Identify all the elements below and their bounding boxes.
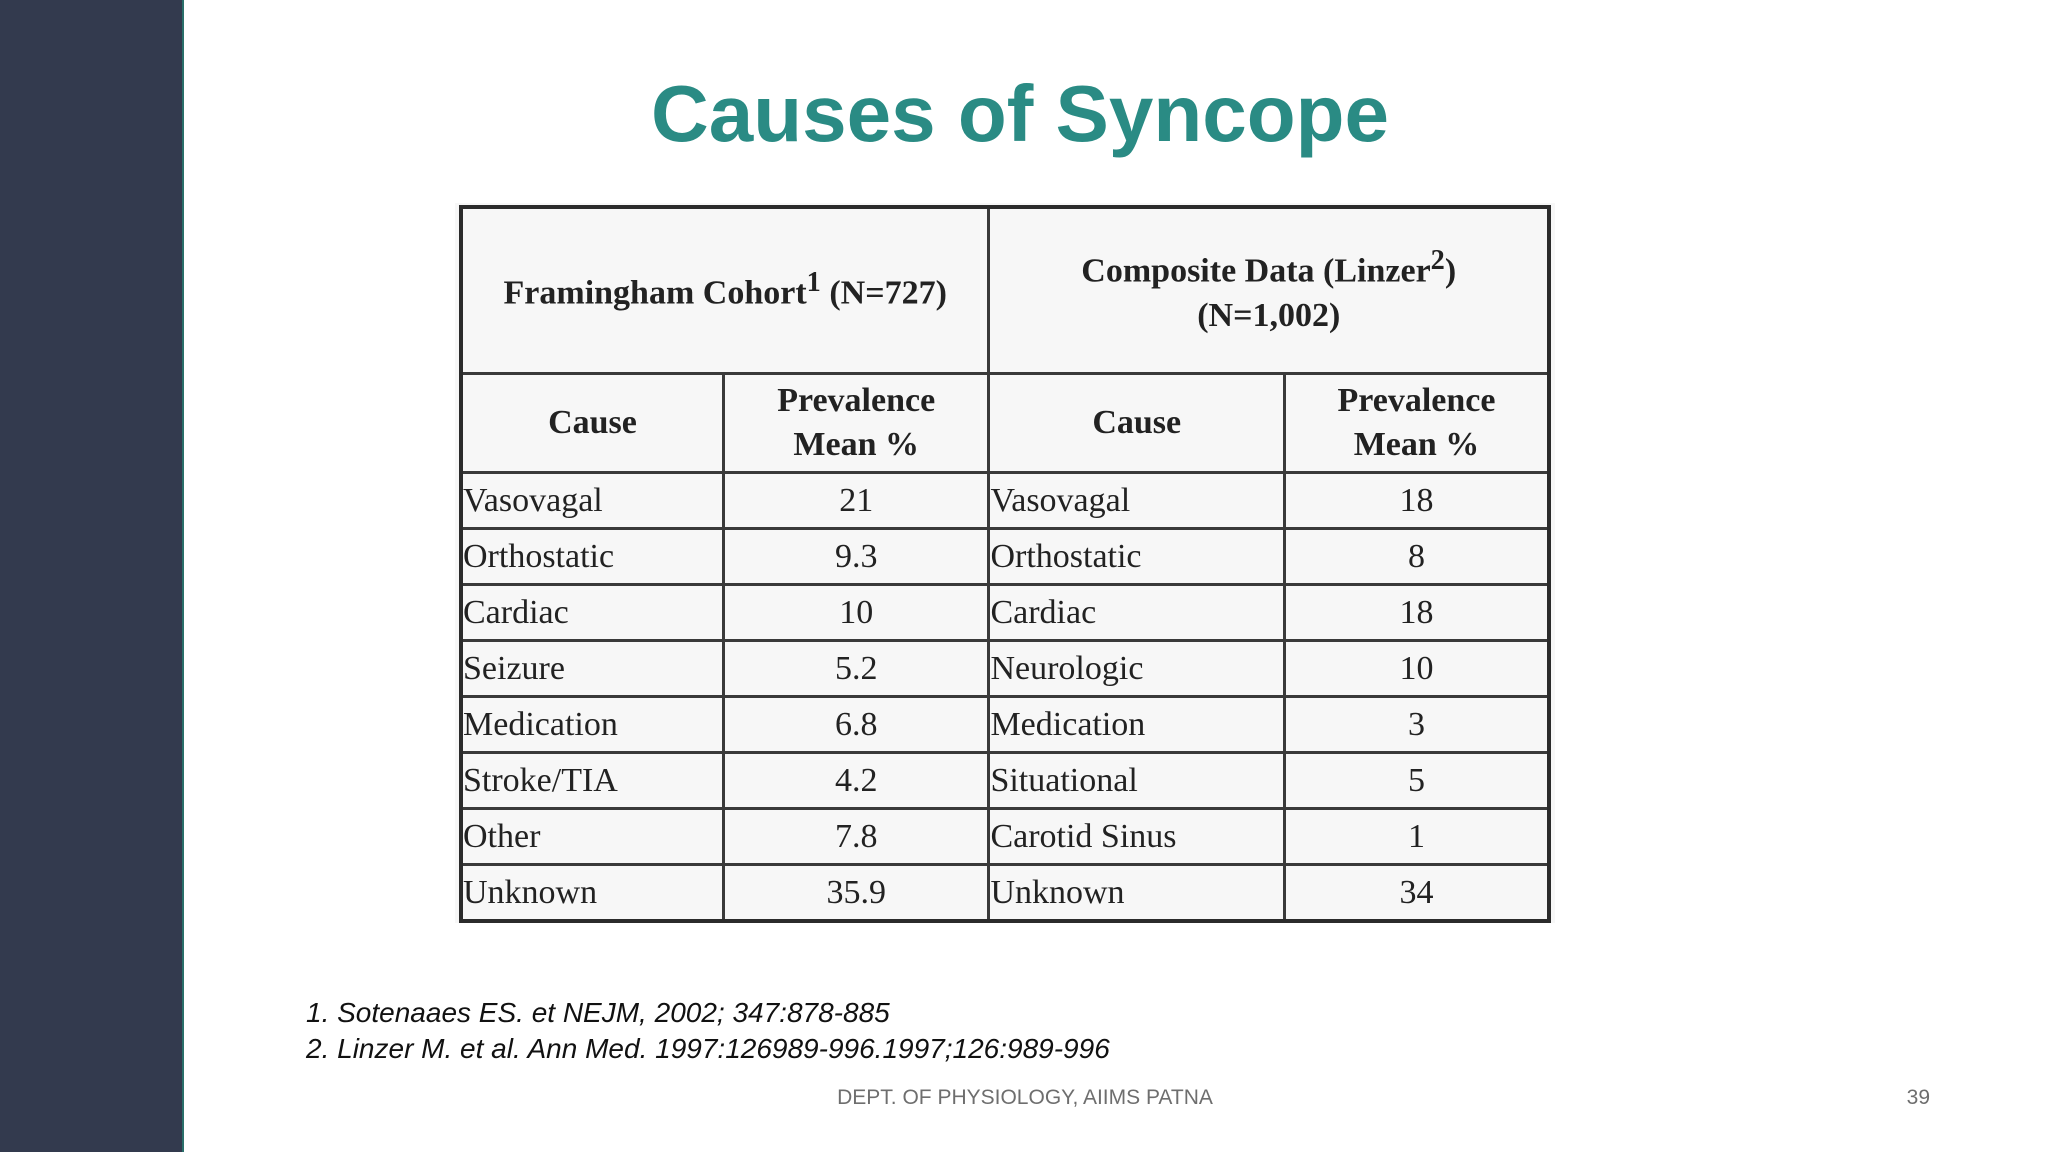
- framingham-prevalence-cell: 21: [723, 473, 988, 529]
- composite-cause-cell: Situational: [989, 753, 1285, 809]
- prevalence-column-header: Prevalence Mean %: [1284, 374, 1549, 473]
- table-row: [461, 585, 1549, 641]
- table-row: [461, 641, 1549, 697]
- composite-cause-cell: Medication: [989, 697, 1285, 753]
- composite-cause-cell: Vasovagal: [989, 473, 1285, 529]
- syncope-causes-table: [459, 205, 1551, 923]
- composite-cause-cell: Unknown: [989, 865, 1285, 922]
- framingham-cohort-header: Framingham Cohort$^1$ (N=727): [461, 207, 989, 374]
- table-row: [461, 473, 1549, 529]
- table-row: [461, 529, 1549, 585]
- framingham-cause-cell: Orthostatic: [461, 529, 723, 585]
- framingham-cause-cell: Seizure: [461, 641, 723, 697]
- framingham-cause-cell: Cardiac: [461, 585, 723, 641]
- framingham-prevalence-cell: 10: [723, 585, 988, 641]
- sidebar-panel: [0, 0, 184, 1152]
- framingham-cause-cell: Medication: [461, 697, 723, 753]
- reference-item: 2. Linzer M. et al. Ann Med. 1997:126989-996.1997;126:989-996: [306, 1033, 1110, 1064]
- slide-title: Causes of Syncope: [650, 69, 1389, 158]
- framingham-prevalence-cell: 35.9: [723, 865, 988, 922]
- composite-prevalence-cell: 5: [1284, 753, 1549, 809]
- composite-prevalence-cell: 10: [1284, 641, 1549, 697]
- composite-prevalence-cell: 18: [1284, 473, 1549, 529]
- cause-column-header: Cause: [989, 374, 1285, 473]
- table-row: [461, 809, 1549, 865]
- composite-prevalence-cell: 18: [1284, 585, 1549, 641]
- table-image: [455, 203, 1555, 923]
- framingham-cause-cell: Vasovagal: [461, 473, 723, 529]
- composite-prevalence-cell: 3: [1284, 697, 1549, 753]
- references: [306, 995, 1110, 1067]
- table-row: [461, 865, 1549, 922]
- framingham-cause-cell: Other: [461, 809, 723, 865]
- composite-cause-cell: Carotid Sinus: [989, 809, 1285, 865]
- framingham-cause-cell: Unknown: [461, 865, 723, 922]
- prevalence-column-header: Prevalence Mean %: [723, 374, 988, 473]
- composite-prevalence-cell: 1: [1284, 809, 1549, 865]
- composite-data-header: Composite Data (Linzer$^2$) (N=1,002): [989, 207, 1549, 374]
- framingham-prevalence-cell: 4.2: [723, 753, 988, 809]
- framingham-cause-cell: Stroke/TIA: [461, 753, 723, 809]
- composite-cause-cell: Neurologic: [989, 641, 1285, 697]
- table-row: [461, 753, 1549, 809]
- composite-cause-cell: Cardiac: [989, 585, 1285, 641]
- reference-item: 1. Sotenaaes ES. et NEJM, 2002; 347:878-885: [306, 997, 890, 1028]
- framingham-prevalence-cell: 7.8: [723, 809, 988, 865]
- composite-prevalence-cell: 34: [1284, 865, 1549, 922]
- table-row: [461, 697, 1549, 753]
- framingham-prevalence-cell: 5.2: [723, 641, 988, 697]
- cause-column-header: Cause: [461, 374, 723, 473]
- framingham-prevalence-cell: 6.8: [723, 697, 988, 753]
- composite-cause-cell: Orthostatic: [989, 529, 1285, 585]
- page-number: 39: [1906, 1086, 1930, 1109]
- slide-footer: DEPT. OF PHYSIOLOGY, AIIMS PATNA: [837, 1086, 1213, 1109]
- composite-prevalence-cell: 8: [1284, 529, 1549, 585]
- framingham-prevalence-cell: 9.3: [723, 529, 988, 585]
